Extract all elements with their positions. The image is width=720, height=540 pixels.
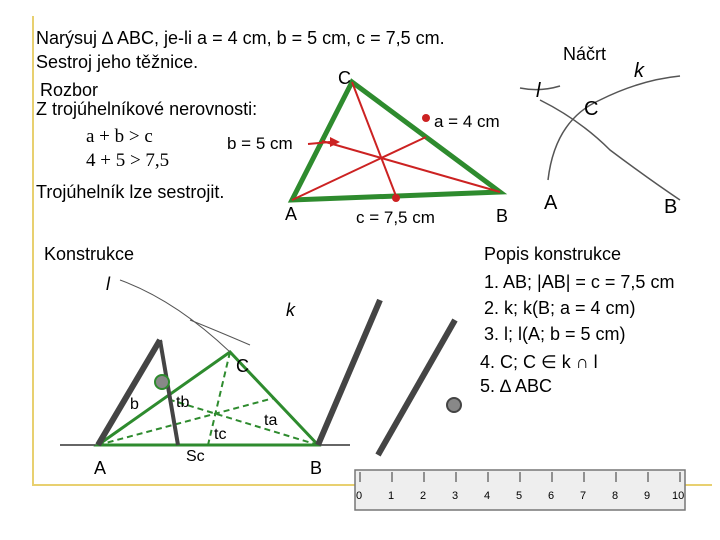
construction-label-tc: tc [214,426,227,443]
construction-label-tb: tb [176,394,190,411]
construction-heading: Konstrukce [44,244,135,264]
sketch-vertex-a: A [285,204,298,224]
ruler-label-3: 3 [452,490,459,502]
hand-vertex-b: B [664,196,678,218]
description-step-4: 4. C; C ∈ k ∩ l [480,352,598,372]
hand-arc-k [548,76,680,180]
sketch-vertex-b: B [496,206,509,226]
construction-label-b: b [130,396,139,413]
analysis-conclusion: Trojúhelník lze sestrojit. [36,182,225,202]
description-step-3: 3. l; l(A; b = 5 cm) [484,324,626,344]
sketch-label-line-b [308,142,330,144]
construction-label-l: l [106,274,110,294]
sketch-label-a: a = 4 cm [434,112,500,131]
construction-label-ta: ta [264,412,278,429]
inequality-heading: Z trojúhelníkové nerovnosti: [36,99,258,119]
hand-arc-l [540,100,680,200]
sketch-mark-a [422,114,430,122]
ruler-label-2: 2 [420,490,427,502]
sketch-label-c: c = 7,5 cm [356,208,435,227]
ruler-label-0: 0 [356,490,363,502]
sketch-label-b: b = 5 cm [227,134,293,153]
description-step-2: 2. k; k(B; a = 4 cm) [484,298,636,318]
sketch-title: Náčrt [563,44,607,64]
compass-left-leg-2 [160,340,178,445]
compass-right-leg-2 [378,320,455,455]
description-step-1: 1. AB; |AB| = c = 7,5 cm [484,272,675,292]
description-heading: Popis konstrukce [484,244,622,264]
ruler-label-6: 6 [548,490,555,502]
sketch-median-a [292,137,426,200]
sketch-median-b [322,141,500,192]
construction-vertex-c: C [236,356,249,376]
hand-label-k: k [634,60,644,82]
ruler-label-7: 7 [580,490,587,502]
compass-left-hinge [155,375,169,389]
ruler-label-4: 4 [484,490,491,502]
ruler-label-9: 9 [644,490,651,502]
sketch-mark-c [392,194,400,202]
construction-label-k: k [286,300,295,320]
compass-right-leg-1 [318,300,380,445]
ruler-label-8: 8 [612,490,619,502]
task-line-2: Sestroj jeho těžnice. [36,52,199,72]
construction-arc-l [120,280,230,352]
ruler-label-1: 1 [388,490,395,502]
construction-vertex-b: B [310,458,323,478]
description-step-5: 5. ∆ ABC [480,376,553,396]
hand-vertex-c: C [584,98,599,120]
compass-left-leg-1 [98,340,160,445]
formula-2: 4 + 5 > 7,5 [86,150,170,171]
ruler-label-10: 10 [672,490,685,502]
sketch-vertex-c: C [338,68,351,88]
hand-label-l: l [536,80,541,102]
task-line-1: Narýsuj ∆ ABC, je-li a = 4 cm, b = 5 cm, c = 7,5 cm. [36,28,445,48]
construction-arc-k [190,320,250,345]
ruler-label-5: 5 [516,490,523,502]
analysis-heading: Rozbor [40,80,99,100]
formula-1: a + b > c [86,126,153,147]
hand-vertex-a: A [544,192,558,214]
construction-label-sc: Sc [186,448,205,465]
compass-right-hinge [447,398,461,412]
construction-vertex-a: A [94,458,107,478]
